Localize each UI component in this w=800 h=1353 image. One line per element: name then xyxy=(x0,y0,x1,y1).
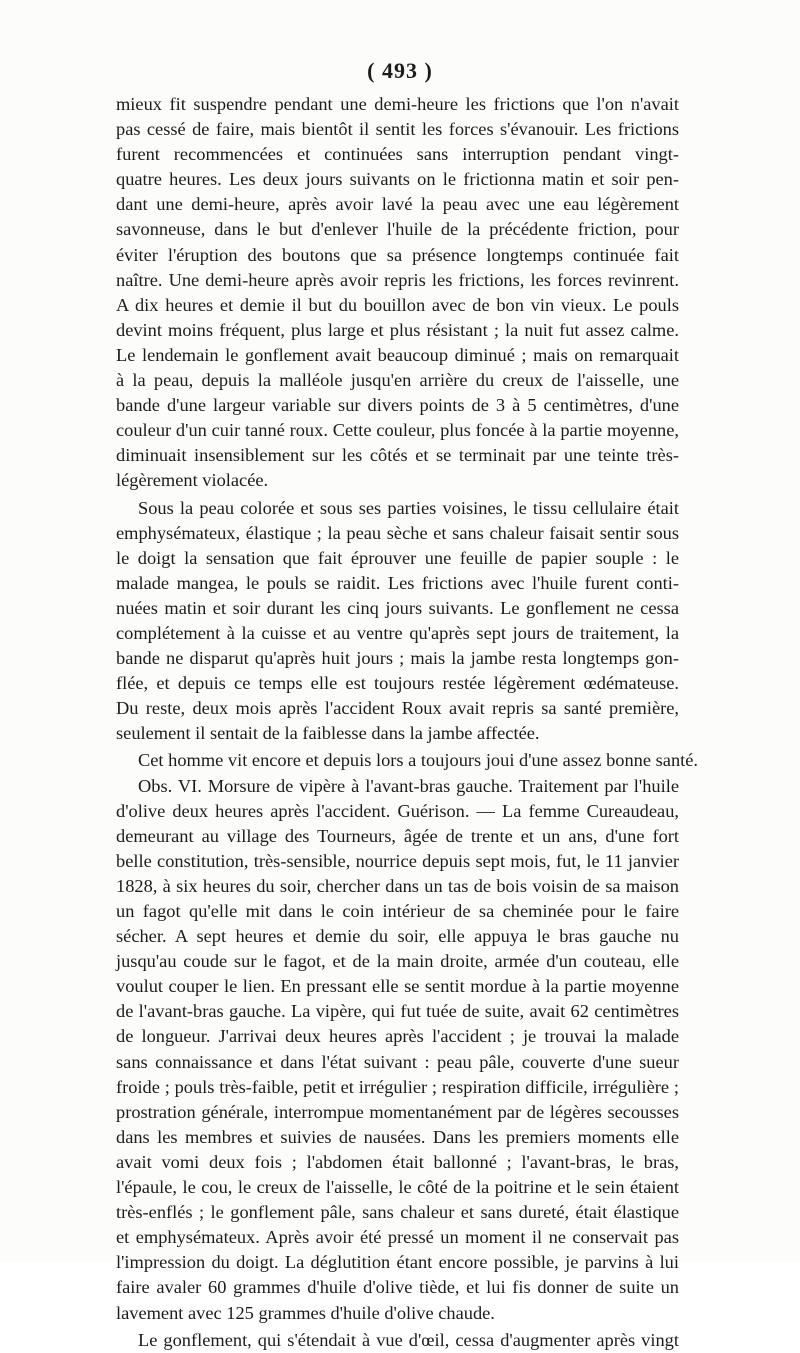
text-line: devint moins fréquent, plus large et plus résistant ; la nuit fut assez calme. xyxy=(116,319,679,340)
text-line: malade mangea, le pouls se raidit. Les frictions avec l'huile furent conti- xyxy=(116,572,679,593)
text-line: nuées matin et soir durant les cinq jours suivants. Le gonflement ne cessa xyxy=(116,597,679,618)
text-line: prostration générale, interrompue momentanément par de légères secousses xyxy=(116,1101,679,1122)
text-line: Sous la peau colorée et sous ses parties voisines, le tissu cellulaire était xyxy=(138,497,679,518)
text-line: 1828, à six heures du soir, chercher dans un tas de bois voisin de sa maison xyxy=(116,875,679,896)
text-line: d'olive deux heures après l'accident. Guérison. — La femme Cureaudeau, xyxy=(116,800,679,821)
text-line: dans les membres et suivies de nausées. Dans les premiers moments elle xyxy=(116,1126,679,1147)
text-line: bande ne disparut qu'après huit jours ; mais la jambe resta longtemps gon- xyxy=(116,648,679,669)
text-line: belle constitution, très-sensible, nourrice depuis sept mois, fut, le 11 janvier xyxy=(116,850,679,871)
text-line: Le lendemain le gonflement avait beaucoup diminué ; mais on remarquait xyxy=(116,344,679,365)
text-line: pas cessé de faire, mais bientôt il sentit les forces s'évanouir. Les frictions xyxy=(116,119,679,140)
text-line: Obs. VI. Morsure de vipère à l'avant-bras gauche. Traitement par l'huile xyxy=(138,775,679,796)
text-line: dant une demi-heure, après avoir lavé la peau avec une eau légèrement xyxy=(116,194,679,215)
text-line: un fagot qu'elle mit dans le coin intérieur de sa cheminée pour le faire xyxy=(116,901,679,921)
text-line: furent recommencées et continuées sans interruption pendant vingt- xyxy=(116,144,679,165)
text-line: l'épaule, le cou, le creux de l'aisselle, le côté de la poitrine et le sein étaient xyxy=(116,1177,679,1198)
page-number: ( 493 ) xyxy=(367,58,433,83)
text-line: flée, et depuis ce temps elle est toujours restée légèrement œdémateuse. xyxy=(116,673,679,694)
text-line: et emphysémateux. Après avoir été pressé un moment il ne conservait pas xyxy=(116,1227,679,1248)
text-line: demeurant au village des Tourneurs, âgée de trente et un ans, d'une fort xyxy=(116,825,679,846)
text-line: diminuait insensiblement sur les côtés et se terminait par une teinte très- xyxy=(116,445,679,466)
text-line: couleur d'un cuir tanné roux. Cette couleur, plus foncée à la partie moyenne, xyxy=(116,420,679,441)
text-line: bande d'une largeur variable sur divers points de 3 à 5 centimètres, d'une xyxy=(116,395,679,416)
text-line: très-enflés ; le gonflement pâle, sans chaleur et sans dureté, était élastique xyxy=(116,1202,679,1223)
text-line: jusqu'au coude sur le fagot, et de la main droite, armée d'un couteau, elle xyxy=(116,951,679,972)
text-line: Cet homme vit encore et depuis lors a toujours joui d'une assez bonne santé. xyxy=(138,750,699,771)
text-line: avait vomi deux fois ; l'abdomen était ballonné ; l'avant-bras, le bras, xyxy=(116,1151,679,1172)
text-line: faire avaler 60 grammes d'huile d'olive tiède, et lui fis donner de suite un xyxy=(116,1277,679,1298)
text-line: légèrement violacée. xyxy=(116,470,269,491)
text-line: le doigt la sensation que fait éprouver une feuille de papier souple : le xyxy=(116,547,679,568)
text-line: de longueur. J'arrivai deux heures après l'accident ; je trouvai la malade xyxy=(116,1026,679,1047)
text-line: emphysémateux, élastique ; la peau sèche et sans chaleur faisait sentir sous xyxy=(116,522,679,543)
text-line: A dix heures et demie il but du bouillon avec de bon vin vieux. Le pouls xyxy=(116,294,679,315)
text-line: froide ; pouls très-faible, petit et irrégulier ; respiration difficile, irrégulière ; xyxy=(116,1076,679,1097)
text-line: seulement il sentait de la faiblesse dans la jambe affectée. xyxy=(116,723,540,744)
text-line: sans connaissance et dans l'état suivant : peau pâle, couverte d'une sueur xyxy=(116,1051,679,1072)
body-text xyxy=(116,92,699,1353)
text-line: naître. Une demi-heure après avoir repris les frictions, les forces revinrent. xyxy=(116,269,679,290)
text-line: lavement avec 125 grammes d'huile d'olive chaude. xyxy=(116,1302,495,1323)
text-line: mieux fit suspendre pendant une demi-heure les frictions que l'on n'avait xyxy=(116,94,679,114)
text-line: voulut couper le lien. En pressant elle se sentit mordue à la partie moyenne xyxy=(116,976,679,997)
text-line: Le gonflement, qui s'étendait à vue d'œil, cessa d'augmenter après vingt xyxy=(138,1329,679,1350)
text-line: à la peau, depuis la malléole jusqu'en arrière du creux de l'aisselle, une xyxy=(116,370,679,391)
text-line: complétement à la cuisse et au ventre qu'après sept jours de traitement, la xyxy=(116,622,679,643)
text-line: de l'avant-bras gauche. La vipère, qui fut tuée de suite, avait 62 centimètres xyxy=(116,1001,679,1022)
text-line: Du reste, deux mois après l'accident Roux avait repris sa santé première, xyxy=(116,698,679,719)
text-line: savonneuse, dans le but d'enlever l'huile de la précédente friction, pour xyxy=(116,219,679,240)
text-line: quatre heures. Les deux jours suivants on le frictionna matin et soir pen- xyxy=(116,169,679,190)
text-line: l'impression du doigt. La déglutition étant encore possible, je parvins à lui xyxy=(116,1252,679,1273)
text-line: éviter l'éruption des boutons que sa présence longtemps continuée fait xyxy=(116,244,679,265)
text-line: sécher. A sept heures et demie du soir, elle appuya le bras gauche nu xyxy=(116,926,679,947)
